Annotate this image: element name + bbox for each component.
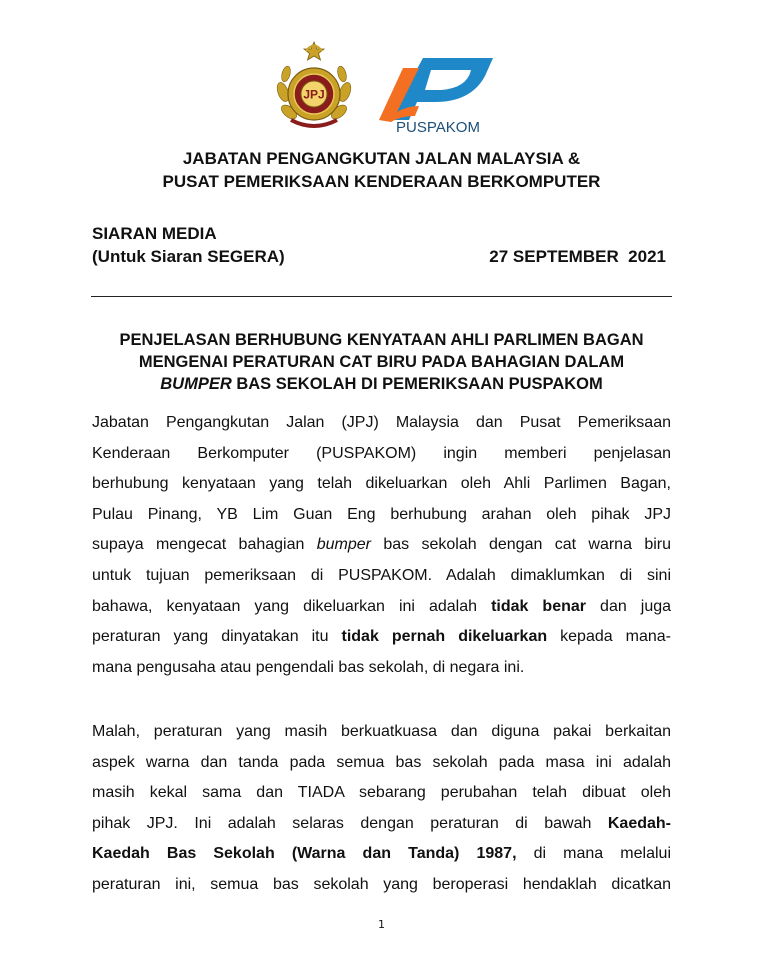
p1-line-7 [92, 592, 671, 623]
p2-line-2: aspek warna dan tanda pada semua bas sekolah pada masa ini adalah [92, 753, 671, 771]
paragraph-2 [92, 717, 671, 901]
page-number: 1 [378, 918, 385, 931]
p1-line-5-a: supaya mengecat bahagian [92, 536, 317, 554]
p1-line-9: mana pengusaha atau pengendali bas sekolah, di negara ini. [92, 658, 525, 676]
p1-line-8-c: kepada mana- [547, 628, 671, 646]
paragraph-1 [92, 408, 671, 683]
p2-line-5 [92, 839, 671, 870]
p2-line-4-bold: Kaedah- [607, 814, 671, 832]
p1-line-5-c: bas sekolah dengan cat warna biru [371, 536, 671, 554]
crest-star-icon [304, 42, 324, 60]
p1-line-7-bold: tidak benar [491, 597, 587, 615]
p1-line-8-a: peraturan yang dinyatakan itu [92, 628, 342, 646]
document-title-line-2: MENGENAI PERATURAN CAT BIRU PADA BAHAGIAN DALAM [138, 353, 625, 371]
p1-line-1: Jabatan Pengangkutan Jalan (JPJ) Malaysia dan Pusat Pemeriksaan [92, 414, 671, 431]
agency-heading-line-1: JABATAN PENGANGKUTAN JALAN MALAYSIA & [182, 149, 581, 168]
p1-line-4: Pulau Pinang, YB Lim Guan Eng berhubung arahan oleh pihak JPJ [92, 505, 671, 523]
release-label [92, 222, 285, 268]
logo-bar [0, 40, 763, 135]
release-type: SIARAN MEDIA [92, 224, 217, 243]
jpj-logo-text: JPJ [303, 87, 325, 102]
p1-line-6: untuk tujuan pemeriksaan di PUSPAKOM. Adalah dimaklumkan di sini [92, 566, 671, 584]
puspakom-logo [375, 46, 500, 136]
p2-line-4 [92, 809, 671, 840]
jpj-crest-logo [273, 40, 355, 132]
document-title-line-1: PENJELASAN BERHUBUNG KENYATAAN AHLI PARLIMEN BAGAN [119, 331, 644, 349]
puspakom-logo-text: PUSPAKOM [396, 119, 480, 136]
agency-heading-line-2: PUSAT PEMERIKSAAN KENDERAAN BERKOMPUTER [162, 172, 601, 191]
p1-line-8 [92, 622, 671, 653]
p2-line-5-b: di mana melalui [516, 845, 671, 863]
p1-line-8-bold: tidak pernah dikeluarkan [341, 628, 548, 646]
p1-line-5 [92, 530, 671, 561]
p2-line-5-bold: Kaedah Bas Sekolah (Warna dan Tanda) 1987, [92, 845, 517, 863]
p1-line-3: berhubung kenyataan yang telah dikeluarkan oleh Ahli Parlimen Bagan, [92, 475, 671, 493]
p2-line-3: masih kekal sama dan TIADA sebarang perubahan telah dibuat oleh [92, 784, 671, 802]
horizontal-divider [91, 296, 672, 297]
document-title-line-3 [0, 373, 763, 395]
p2-line-1: Malah, peraturan yang masih berkuatkuasa dan diguna pakai berkaitan [92, 723, 671, 740]
title-italic-word: BUMPER [160, 375, 232, 393]
p2-line-4-a: pihak JPJ. Ini adalah selaras dengan peraturan di bawah [92, 814, 608, 832]
release-note: (Untuk Siaran SEGERA) [92, 247, 285, 266]
p1-line-2: Kenderaan Berkomputer (PUSPAKOM) ingin memberi penjelasan [92, 444, 671, 462]
p1-line-7-a: bahawa, kenyataan yang dikeluarkan ini adalah [92, 597, 492, 615]
p2-line-6: peraturan ini, semua bas sekolah yang beroperasi hendaklah dicatkan [92, 875, 671, 893]
p1-line-5-italic: bumper [316, 536, 371, 554]
title-line-3-rest: BAS SEKOLAH DI PEMERIKSAAN PUSPAKOM [231, 375, 603, 393]
p1-line-7-c: dan juga [586, 597, 671, 615]
release-date: 27 SEPTEMBER 2021 [489, 247, 666, 266]
puspakom-p-icon [379, 58, 493, 122]
